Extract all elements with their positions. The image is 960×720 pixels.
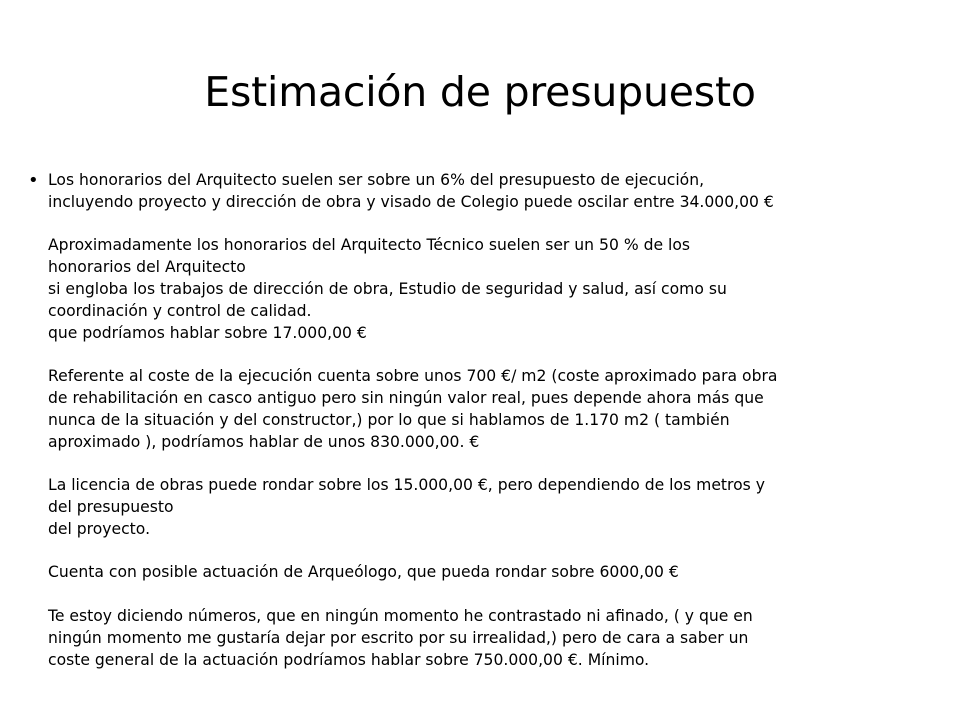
bullet-point: • bbox=[28, 170, 39, 191]
text-line: si engloba los trabajos de dirección de obra, Estudio de seguridad y salud, así como su bbox=[48, 279, 727, 298]
bullet-text bbox=[48, 170, 953, 671]
text-line: coste general de la actuación podríamos hablar sobre 750.000,00 €. Mínimo. bbox=[48, 650, 650, 669]
text-line: incluyendo proyecto y dirección de obra y visado de Colegio puede oscilar entre 34.000,00 € bbox=[48, 192, 774, 211]
blank-line bbox=[48, 453, 953, 475]
text-line: aproximado ), podríamos hablar de unos 830.000,00. € bbox=[48, 432, 480, 451]
text-line: nunca de la situación y del constructor,) por lo que si hablamos de 1.170 m2 ( también bbox=[48, 410, 730, 429]
text-line: Referente al coste de la ejecución cuenta sobre unos 700 €/ m2 (coste aproximado para obra bbox=[48, 367, 778, 386]
blank-line bbox=[48, 584, 953, 606]
text-line: del proyecto. bbox=[48, 519, 151, 538]
text-line: ningún momento me gustaría dejar por escrito por su irrealidad,) pero de cara a saber un bbox=[48, 628, 749, 647]
text-line: del presupuesto bbox=[48, 497, 174, 516]
text-line: Aproximadamente los honorarios del Arquitecto Técnico suelen ser un 50 % de los bbox=[48, 236, 691, 255]
text-line: Cuenta con posible actuación de Arqueólogo, que pueda rondar sobre 6000,00 € bbox=[48, 563, 679, 582]
text-line: Los honorarios del Arquitecto suelen ser sobre un 6% del presupuesto de ejecución, bbox=[48, 171, 705, 189]
blank-line bbox=[48, 214, 953, 236]
text-line: que podríamos hablar sobre 17.000,00 € bbox=[48, 323, 367, 342]
slide-title: Estimación de presupuesto bbox=[204, 68, 756, 116]
text-line: de rehabilitación en casco antiguo pero sin ningún valor real, pues depende ahora más que bbox=[48, 388, 764, 407]
blank-line bbox=[48, 541, 953, 563]
text-line: honorarios del Arquitecto bbox=[48, 258, 246, 277]
text-line: Te estoy diciendo números, que en ningún momento he contrastado ni afinado, ( y que en bbox=[48, 606, 753, 625]
text-line: La licencia de obras puede rondar sobre los 15.000,00 €, pero dependiendo de los metros y bbox=[48, 476, 765, 495]
blank-line bbox=[48, 344, 953, 366]
text-line: coordinación y control de calidad. bbox=[48, 301, 312, 320]
slide-body bbox=[28, 170, 953, 671]
